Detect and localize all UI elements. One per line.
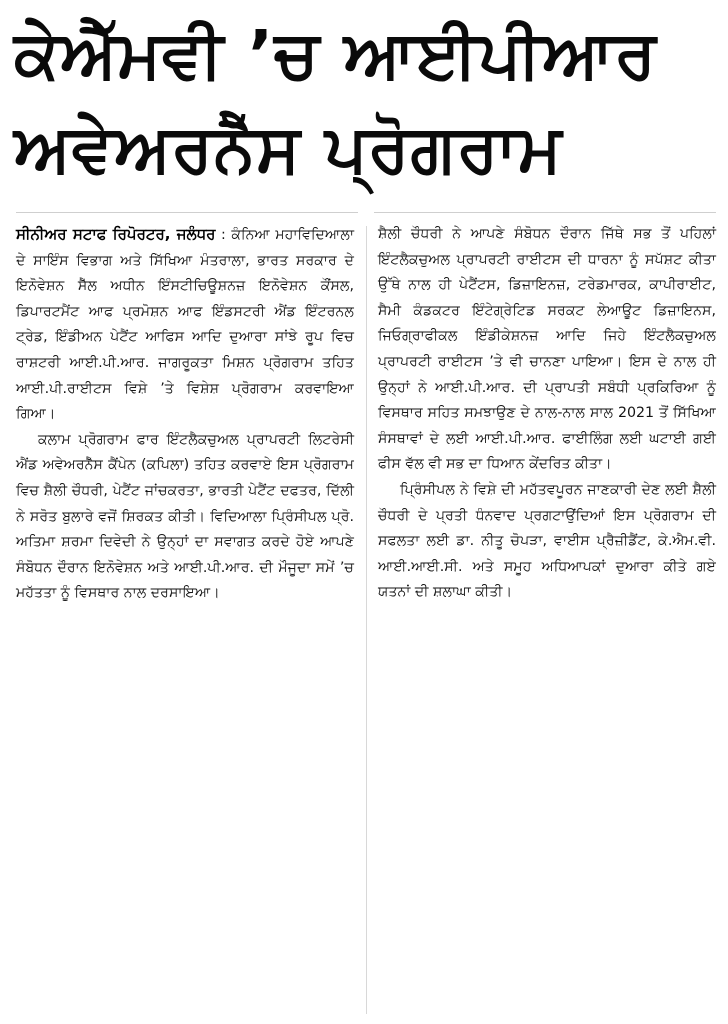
right-column-rule — [374, 212, 716, 213]
byline-paragraph — [16, 222, 354, 428]
headline-line-2: ਅਵੇਅਰਨੈੱਸ ਪ੍ਰੋਗਰਾਮ — [14, 110, 563, 187]
article-column-right — [378, 222, 716, 1018]
column-divider — [366, 226, 367, 1014]
paragraph-kapila: ਕਲਾਮ ਪ੍ਰੋਗਰਾਮ ਫਾਰ ਇੰਟਲੈਕਚੁਅਲ ਪ੍ਰਾਪਰਟੀ ਲਿਟਰੇਸੀ ਐਂਡ ਅਵੇਅਰਨੈੱਸ ਕੈਂਪੇਨ (ਕਪਿਲਾ) ਤਹਿਤ ਕਰਵਾਏ ਇਸ ਪ੍ਰੋਗਰਾਮ ਵਿਚ ਸ਼ੈਲੀ ਚੌਧਰੀ, ਪੇਟੈਂਟ ਜਾਂਚਕਰਤਾ, ਭਾਰਤੀ ਪੇਟੈਂਟ ਦਫਤਰ, ਦਿੱਲੀ ਨੇ ਸਰੋਤ ਬੁਲਾਰੇ ਵਜੋਂ ਸ਼ਿਰਕਤ ਕੀਤੀ। ਵਿਦਿਆਲਾ ਪ੍ਰਿੰਸੀਪਲ ਪ੍ਰੋ. ਅਤਿਮਾ ਸ਼ਰਮਾ ਦਿਵੇਦੀ ਨੇ ਉਨ੍ਹਾਂ ਦਾ ਸਵਾਗਤ ਕਰਦੇ ਹੋਏ ਆਪਣੇ ਸੰਬੋਧਨ ਦੌਰਾਨ ਇਨੋਵੇਸ਼ਨ ਅਤੇ ਆਈ.ਪੀ.ਆਰ. ਦੀ ਮੌਜੂਦਾ ਸਮੇਂ ’ਚ ਮਹੱਤਤਾ ਨੂੰ ਵਿਸਥਾਰ ਨਾਲ ਦਰਸਾਇਆ। — [16, 431, 354, 602]
paragraph-speaker: ਸ਼ੈਲੀ ਚੌਧਰੀ ਨੇ ਆਪਣੇ ਸੰਬੋਧਨ ਦੌਰਾਨ ਜਿੱਥੇ ਸਭ ਤੋਂ ਪਹਿਲਾਂ ਇੰਟਲੈਕਚੁਅਲ ਪ੍ਰਾਪਰਟੀ ਰਾਈਟਸ ਦੀ ਧਾਰਨਾ ਨੂੰ ਸਪੱਸ਼ਟ ਕੀਤਾ ਉੱਥੇ ਨਾਲ ਹੀ ਪੇਟੈਂਟਸ, ਡਿਜ਼ਾਇਨਜ਼, ਟਰੇਡਮਾਰਕ, ਕਾਪੀਰਾਈਟ, ਸੈਮੀ ਕੰਡਕਟਰ ਇੰਟੇਗ੍ਰੇਟਿਡ ਸਰਕਟ ਲੇਆਊਟ ਡਿਜ਼ਾਇਨਸ, ਜਿਓਗ੍ਰਾਫੀਕਲ ਇੰਡੀਕੇਸ਼ਨਜ਼ ਆਦਿ ਜਿਹੇ ਇੰਟਲੈਕਚੁਅਲ ਪ੍ਰਾਪਰਟੀ ਰਾਈਟਸ ’ਤੇ ਵੀ ਚਾਨਣਾ ਪਾਇਆ। ਇਸ ਦੇ ਨਾਲ ਹੀ ਉਨ੍ਹਾਂ ਨੇ ਆਈ.ਪੀ.ਆਰ. ਦੀ ਪ੍ਰਾਪਤੀ ਸਬੰਧੀ ਪ੍ਰਕਿਰਿਆ ਨੂੰ ਵਿਸਥਾਰ ਸਹਿਤ ਸਮਝਾਉਣ ਦੇ ਨਾਲ-ਨਾਲ ਸਾਲ 2021 ਤੋਂ ਸਿੱਖਿਆ ਸੰਸਥਾਵਾਂ ਦੇ ਲਈ ਆਈ.ਪੀ.ਆਰ. ਫਾਈਲਿੰਗ ਲਈ ਘਟਾਈ ਗਈ ਫੀਸ ਵੱਲ ਵੀ ਸਭ ਦਾ ਧਿਆਨ ਕੇਂਦਰਿਤ ਕੀਤਾ। — [378, 226, 716, 473]
article-body — [16, 222, 716, 1018]
paragraph-intro: : ਕੰਨਿਆ ਮਹਾਵਿਦਿਆਲਾ ਦੇ ਸਾਇੰਸ ਵਿਭਾਗ ਅਤੇ ਸਿੱਖਿਆ ਮੰਤਰਾਲਾ, ਭਾਰਤ ਸਰਕਾਰ ਦੇ ਇਨੋਵੇਸ਼ਨ ਸੈੱਲ ਅਧੀਨ ਇੰਸਟੀਚਿਊਸ਼ਨਜ਼ ਇਨੋਵੇਸ਼ਨ ਕੌਂਸਲ, ਡਿਪਾਰਟਮੈਂਟ ਆਫ ਪ੍ਰਮੋਸ਼ਨ ਆਫ ਇੰਡਸਟਰੀ ਐਂਡ ਇੰਟਰਨਲ ਟ੍ਰੇਡ, ਇੰਡੀਅਨ ਪੇਟੈਂਟ ਆਫਿਸ ਆਦਿ ਦੁਆਰਾ ਸਾਂਝੇ ਰੂਪ ਵਿਚ ਰਾਸ਼ਟਰੀ ਆਈ.ਪੀ.ਆਰ. ਜਾਗਰੂਕਤਾ ਮਿਸ਼ਨ ਪ੍ਰੋਗਰਾਮ ਤਹਿਤ ਆਈ.ਪੀ.ਰਾਈਟਸ ਵਿਸ਼ੇ ’ਤੇ ਵਿਸ਼ੇਸ਼ ਪ੍ਰੋਗਰਾਮ ਕਰਵਾਇਆ ਗਿਆ। — [16, 227, 355, 423]
byline: ਸੀਨੀਅਰ ਸਟਾਫ ਰਿਪੋਰਟਰ, ਜਲੰਧਰ — [16, 225, 216, 243]
article-column-left — [16, 222, 354, 1018]
headline — [14, 8, 714, 196]
paragraph-thanks: ਪ੍ਰਿੰਸੀਪਲ ਨੇ ਵਿਸ਼ੇ ਦੀ ਮਹੱਤਵਪੂਰਨ ਜਾਣਕਾਰੀ ਦੇਣ ਲਈ ਸ਼ੈਲੀ ਚੌਧਰੀ ਦੇ ਪ੍ਰਤੀ ਧੰਨਵਾਦ ਪ੍ਰਗਟਾਉਂਦਿਆਂ ਇਸ ਪ੍ਰੋਗਰਾਮ ਦੀ ਸਫਲਤਾ ਲਈ ਡਾ. ਨੀਤੂ ਚੋਪੜਾ, ਵਾਈਸ ਪ੍ਰੈਜ਼ੀਡੈਂਟ, ਕੇ.ਐਮ.ਵੀ. ਆਈ.ਆਈ.ਸੀ. ਅਤੇ ਸਮੂਹ ਅਧਿਆਪਕਾਂ ਦੁਆਰਾ ਕੀਤੇ ਗਏ ਯਤਨਾਂ ਦੀ ਸ਼ਲਾਘਾ ਕੀਤੀ। — [378, 481, 716, 601]
left-column-rule — [16, 212, 358, 213]
headline-line-1: ਕੇਐੱਮਵੀ ’ਚ ਆਈਪੀਆਰ — [14, 16, 657, 93]
